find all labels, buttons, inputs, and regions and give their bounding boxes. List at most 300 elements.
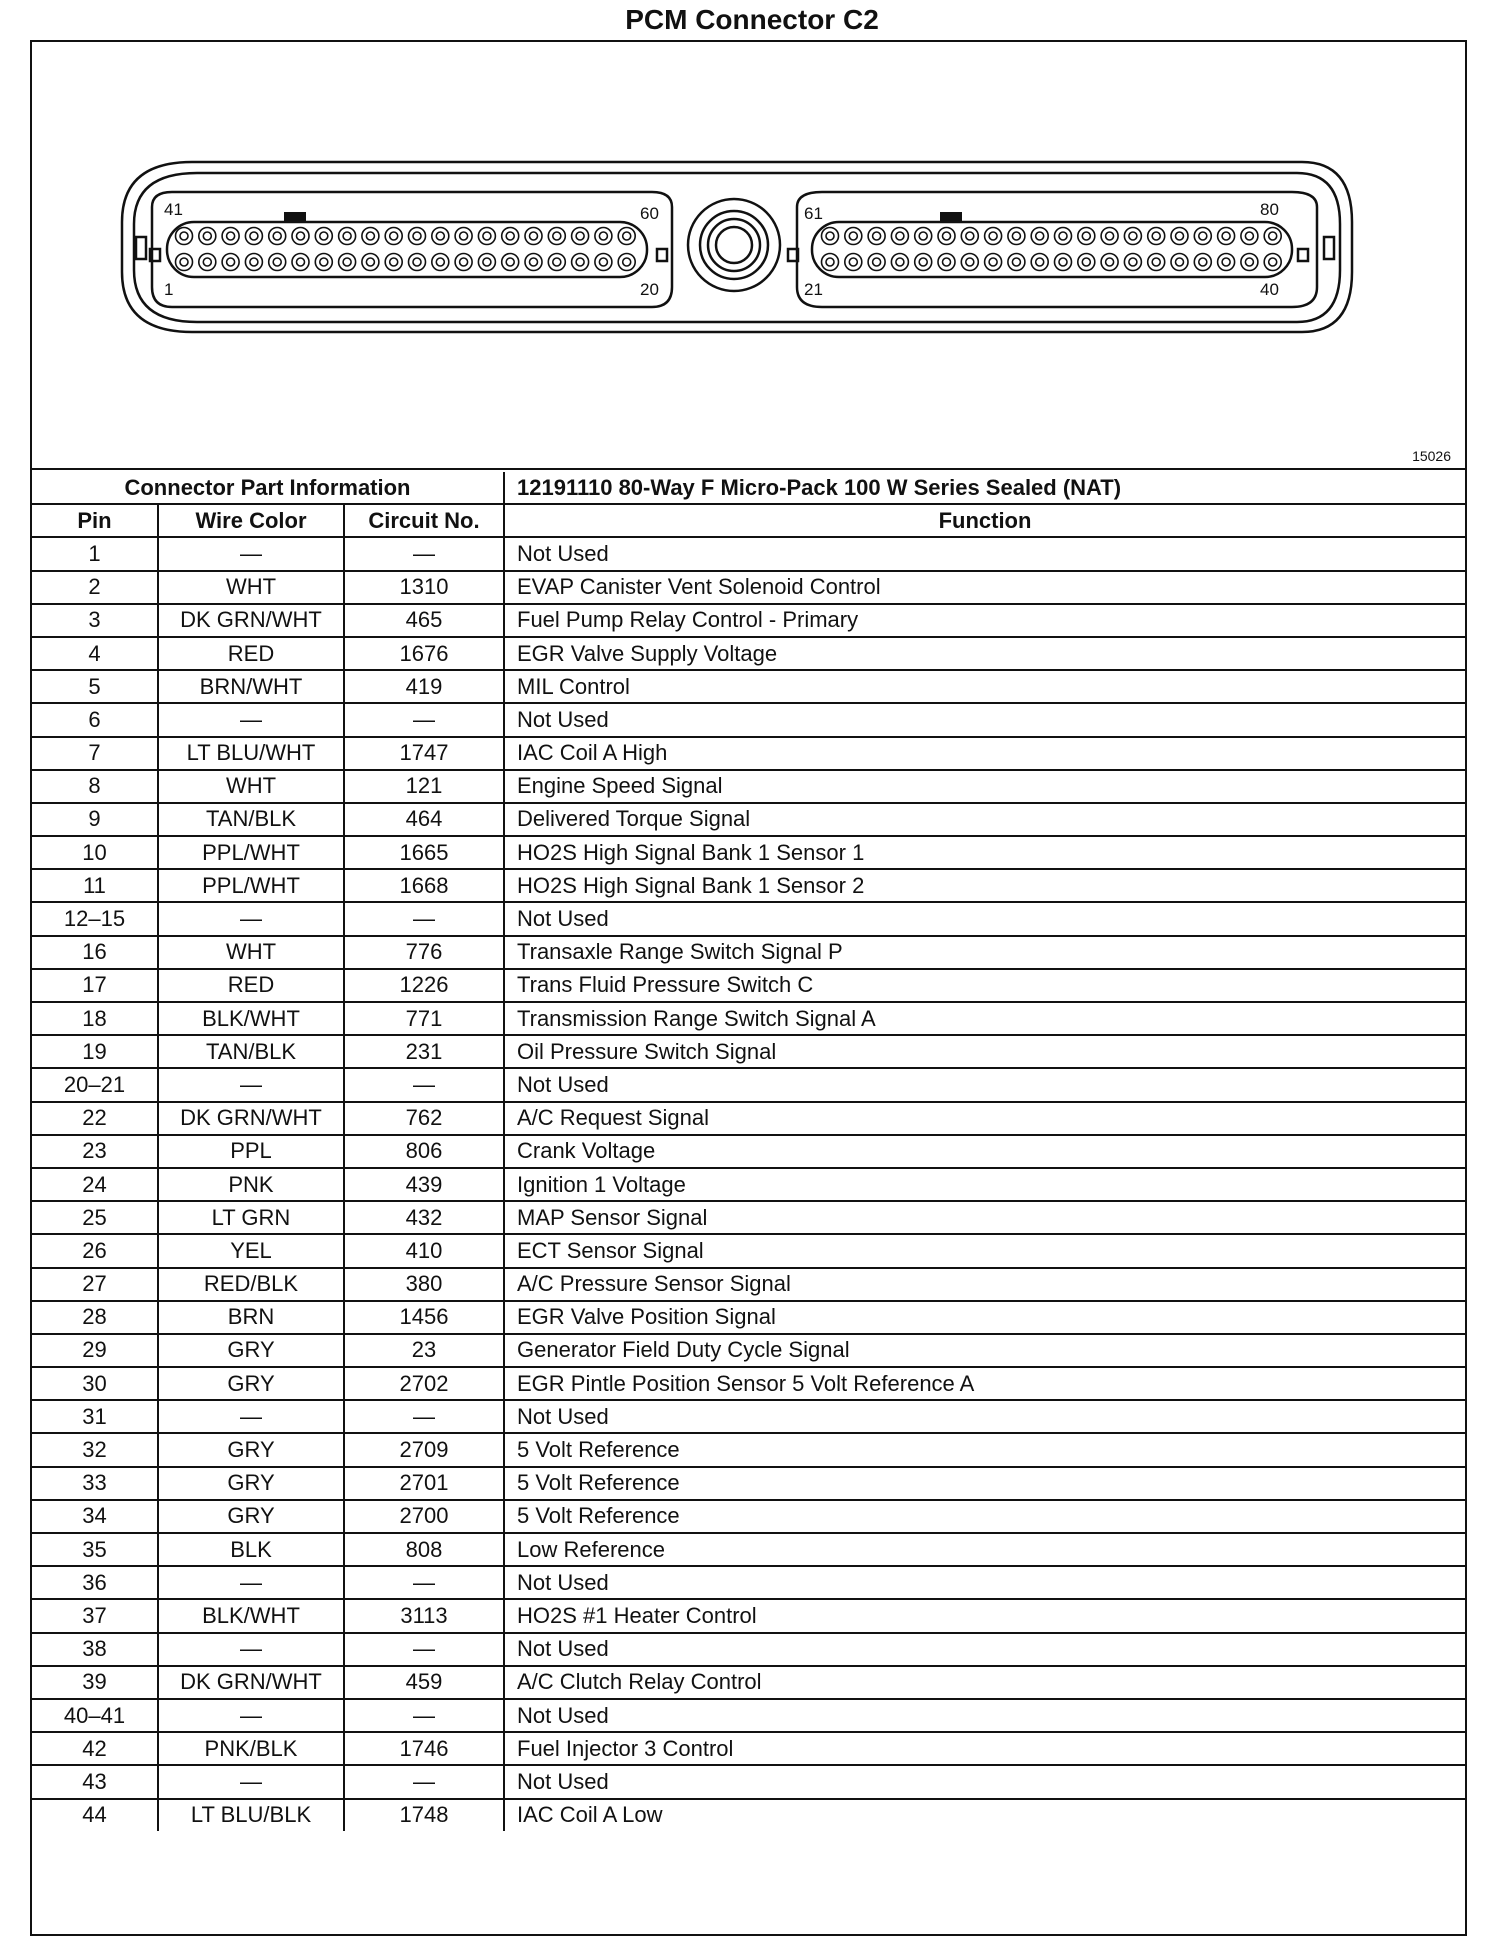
- pin-contact: [576, 232, 584, 240]
- wire-color-cell: GRY: [158, 1433, 344, 1466]
- pin-socket: [595, 254, 612, 271]
- pin-label-61: 61: [804, 204, 823, 223]
- pin-socket: [822, 254, 839, 271]
- circuit-cell: —: [344, 1699, 504, 1732]
- function-cell: MIL Control: [504, 670, 1465, 703]
- pin-socket: [618, 228, 635, 245]
- pin-contact: [180, 258, 188, 266]
- pin-socket: [339, 254, 356, 271]
- pin-cell: 20–21: [32, 1068, 158, 1101]
- circuit-cell: —: [344, 1400, 504, 1433]
- wire-color-cell: RED: [158, 969, 344, 1002]
- pin-contact: [623, 232, 631, 240]
- circuit-cell: 1226: [344, 969, 504, 1002]
- right-polarity-mark: [940, 212, 962, 221]
- pin-cell: 26: [32, 1234, 158, 1267]
- pin-socket: [1078, 228, 1095, 245]
- circuit-cell: 2709: [344, 1433, 504, 1466]
- pin-contact: [203, 232, 211, 240]
- pin-contact: [250, 232, 258, 240]
- wire-color-cell: DK GRN/WHT: [158, 1666, 344, 1699]
- function-cell: MAP Sensor Signal: [504, 1201, 1465, 1234]
- table-row: [32, 1666, 1465, 1699]
- pin-contact: [1199, 258, 1207, 266]
- table-row: [32, 969, 1465, 1002]
- pin-label-60: 60: [640, 204, 659, 223]
- pin-contact: [1036, 258, 1044, 266]
- pin-label-80: 80: [1260, 200, 1279, 219]
- circuit-cell: —: [344, 902, 504, 935]
- connector-frame: [30, 40, 1467, 1936]
- wire-color-cell: —: [158, 1566, 344, 1599]
- pin-contact: [413, 232, 421, 240]
- pin-contact: [1129, 232, 1137, 240]
- function-cell: A/C Pressure Sensor Signal: [504, 1268, 1465, 1301]
- circuit-cell: 808: [344, 1533, 504, 1566]
- pin-socket: [315, 228, 332, 245]
- circuit-cell: —: [344, 537, 504, 570]
- pin-contact: [849, 232, 857, 240]
- pin-contact: [1152, 258, 1160, 266]
- page-title: PCM Connector C2: [625, 4, 879, 35]
- pin-socket: [1241, 228, 1258, 245]
- table-row: [32, 770, 1465, 803]
- pin-contact: [1269, 258, 1277, 266]
- table-row: [32, 1068, 1465, 1101]
- pin-socket: [1055, 228, 1072, 245]
- function-cell: Not Used: [504, 703, 1465, 736]
- pin-socket: [1171, 228, 1188, 245]
- pin-contact: [1106, 258, 1114, 266]
- pin-socket: [1031, 254, 1048, 271]
- table-row: [32, 571, 1465, 604]
- circuit-cell: 380: [344, 1268, 504, 1301]
- pin-socket: [1008, 228, 1025, 245]
- table-row: [32, 902, 1465, 935]
- function-cell: Fuel Pump Relay Control - Primary: [504, 604, 1465, 637]
- function-cell: HO2S #1 Heater Control: [504, 1599, 1465, 1632]
- pin-socket: [595, 228, 612, 245]
- pin-contact: [623, 258, 631, 266]
- table-row: [32, 1201, 1465, 1234]
- pin-socket: [618, 254, 635, 271]
- pin-cell: 8: [32, 770, 158, 803]
- center-bolt-ring-1: [700, 211, 768, 279]
- pin-socket: [1148, 228, 1165, 245]
- pin-cell: 16: [32, 936, 158, 969]
- pin-contact: [483, 258, 491, 266]
- col-header-pin: Pin: [32, 504, 158, 537]
- pin-cell: 25: [32, 1201, 158, 1234]
- pin-socket: [292, 254, 309, 271]
- circuit-cell: 465: [344, 604, 504, 637]
- pinout-table: [32, 472, 1465, 1831]
- pin-contact: [849, 258, 857, 266]
- circuit-cell: 121: [344, 770, 504, 803]
- function-cell: Engine Speed Signal: [504, 770, 1465, 803]
- pin-socket: [915, 228, 932, 245]
- function-cell: Delivered Torque Signal: [504, 803, 1465, 836]
- wire-color-cell: PPL/WHT: [158, 836, 344, 869]
- table-row: [32, 1367, 1465, 1400]
- table-row: [32, 1765, 1465, 1798]
- pin-socket: [1241, 254, 1258, 271]
- wire-color-cell: —: [158, 703, 344, 736]
- table-row: [32, 1168, 1465, 1201]
- pin-contact: [273, 232, 281, 240]
- pin-contact: [943, 258, 951, 266]
- pin-socket: [845, 228, 862, 245]
- wire-color-cell: GRY: [158, 1334, 344, 1367]
- function-cell: Not Used: [504, 1699, 1465, 1732]
- pin-cell: 40–41: [32, 1699, 158, 1732]
- pin-cell: 18: [32, 1002, 158, 1035]
- circuit-cell: 1746: [344, 1732, 504, 1765]
- pin-contact: [1245, 232, 1253, 240]
- pin-contact: [390, 258, 398, 266]
- pin-cell: 2: [32, 571, 158, 604]
- circuit-cell: 410: [344, 1234, 504, 1267]
- pin-cell: 4: [32, 637, 158, 670]
- wire-color-cell: —: [158, 1068, 344, 1101]
- pin-contact: [966, 232, 974, 240]
- pin-contact: [989, 258, 997, 266]
- pin-cell: 23: [32, 1135, 158, 1168]
- pin-contact: [1012, 258, 1020, 266]
- pin-socket: [409, 254, 426, 271]
- pin-socket: [432, 228, 449, 245]
- pin-cell: 44: [32, 1799, 158, 1831]
- circuit-cell: 23: [344, 1334, 504, 1367]
- pin-contact: [203, 258, 211, 266]
- pin-label-41: 41: [164, 200, 183, 219]
- pin-contact: [1106, 232, 1114, 240]
- pin-socket: [478, 228, 495, 245]
- wire-color-cell: LT BLU/WHT: [158, 737, 344, 770]
- table-row: [32, 1301, 1465, 1334]
- wire-color-cell: BLK: [158, 1533, 344, 1566]
- pin-socket: [339, 228, 356, 245]
- pin-contact: [576, 258, 584, 266]
- function-cell: EGR Valve Supply Voltage: [504, 637, 1465, 670]
- wire-color-cell: BRN: [158, 1301, 344, 1334]
- wire-color-cell: PNK: [158, 1168, 344, 1201]
- wire-color-cell: PPL: [158, 1135, 344, 1168]
- wire-color-cell: GRY: [158, 1367, 344, 1400]
- pin-contact: [366, 232, 374, 240]
- function-cell: Fuel Injector 3 Control: [504, 1732, 1465, 1765]
- pin-contact: [1222, 232, 1230, 240]
- pin-cell: 43: [32, 1765, 158, 1798]
- pin-socket: [292, 228, 309, 245]
- pin-contact: [1082, 258, 1090, 266]
- wire-color-cell: LT BLU/BLK: [158, 1799, 344, 1831]
- pin-socket: [548, 254, 565, 271]
- pin-socket: [385, 228, 402, 245]
- pin-cell: 31: [32, 1400, 158, 1433]
- pin-contact: [826, 258, 834, 266]
- circuit-cell: 1310: [344, 571, 504, 604]
- function-cell: Not Used: [504, 1765, 1465, 1798]
- function-cell: 5 Volt Reference: [504, 1467, 1465, 1500]
- function-cell: Not Used: [504, 1633, 1465, 1666]
- circuit-cell: 2702: [344, 1367, 504, 1400]
- function-cell: Low Reference: [504, 1533, 1465, 1566]
- function-cell: EGR Pintle Position Sensor 5 Volt Reference A: [504, 1367, 1465, 1400]
- pin-socket: [245, 228, 262, 245]
- pin-cell: 32: [32, 1433, 158, 1466]
- function-cell: IAC Coil A High: [504, 737, 1465, 770]
- pin-cell: 38: [32, 1633, 158, 1666]
- pin-socket: [176, 254, 193, 271]
- pin-contact: [436, 258, 444, 266]
- circuit-cell: 1748: [344, 1799, 504, 1831]
- pin-socket: [572, 228, 589, 245]
- pin-contact: [553, 232, 561, 240]
- function-cell: Transaxle Range Switch Signal P: [504, 936, 1465, 969]
- wire-color-cell: BLK/WHT: [158, 1599, 344, 1632]
- table-row: [32, 1699, 1465, 1732]
- wire-color-cell: —: [158, 537, 344, 570]
- pin-contact: [506, 232, 514, 240]
- wire-color-cell: —: [158, 1699, 344, 1732]
- function-cell: HO2S High Signal Bank 1 Sensor 1: [504, 836, 1465, 869]
- circuit-cell: 3113: [344, 1599, 504, 1632]
- circuit-cell: —: [344, 1765, 504, 1798]
- pin-contact: [873, 258, 881, 266]
- table-row: [32, 803, 1465, 836]
- pin-socket: [525, 254, 542, 271]
- part-info-value: 12191110 80-Way F Micro-Pack 100 W Series Sealed (NAT): [504, 472, 1465, 504]
- pin-socket: [938, 228, 955, 245]
- pin-socket: [961, 254, 978, 271]
- pin-socket: [1264, 228, 1281, 245]
- function-cell: Generator Field Duty Cycle Signal: [504, 1334, 1465, 1367]
- pin-cell: 29: [32, 1334, 158, 1367]
- pin-socket: [455, 254, 472, 271]
- pin-contact: [297, 258, 305, 266]
- left-latch: [136, 237, 146, 259]
- left-pin-block: [152, 192, 672, 307]
- function-cell: Oil Pressure Switch Signal: [504, 1035, 1465, 1068]
- pin-socket: [199, 228, 216, 245]
- wire-color-cell: BRN/WHT: [158, 670, 344, 703]
- left-polarity-mark: [284, 212, 306, 221]
- pin-socket: [548, 228, 565, 245]
- table-row: [32, 836, 1465, 869]
- part-info-row: [32, 472, 1465, 504]
- function-cell: A/C Request Signal: [504, 1102, 1465, 1135]
- pin-socket: [938, 254, 955, 271]
- pin-grid: [176, 228, 1282, 271]
- connector-drawing: [32, 42, 1465, 468]
- pin-socket: [868, 228, 885, 245]
- pin-cell: 5: [32, 670, 158, 703]
- pin-socket: [961, 228, 978, 245]
- pin-socket: [269, 254, 286, 271]
- pin-socket: [1124, 228, 1141, 245]
- circuit-cell: —: [344, 1566, 504, 1599]
- pin-socket: [315, 254, 332, 271]
- pin-socket: [1055, 254, 1072, 271]
- pin-cell: 12–15: [32, 902, 158, 935]
- mid-key-tab-left: [657, 249, 667, 261]
- part-info-label: Connector Part Information: [32, 472, 504, 504]
- table-row: [32, 869, 1465, 902]
- table-row: [32, 537, 1465, 570]
- pin-contact: [553, 258, 561, 266]
- function-cell: 5 Volt Reference: [504, 1433, 1465, 1466]
- pin-cell: 6: [32, 703, 158, 736]
- table-row: [32, 670, 1465, 703]
- function-cell: Not Used: [504, 902, 1465, 935]
- pin-label-21: 21: [804, 280, 823, 299]
- pin-cell: 19: [32, 1035, 158, 1068]
- pin-cell: 30: [32, 1367, 158, 1400]
- pin-socket: [502, 228, 519, 245]
- circuit-cell: 1747: [344, 737, 504, 770]
- pin-contact: [896, 258, 904, 266]
- pin-contact: [366, 258, 374, 266]
- pin-contact: [919, 232, 927, 240]
- wire-color-cell: YEL: [158, 1234, 344, 1267]
- wire-color-cell: PNK/BLK: [158, 1732, 344, 1765]
- pin-socket: [245, 254, 262, 271]
- pin-contact: [530, 232, 538, 240]
- pin-label-1: 1: [164, 280, 174, 299]
- pin-socket: [1078, 254, 1095, 271]
- pin-cell: 34: [32, 1500, 158, 1533]
- circuit-cell: 762: [344, 1102, 504, 1135]
- table-row: [32, 1135, 1465, 1168]
- pin-contact: [227, 232, 235, 240]
- function-cell: EVAP Canister Vent Solenoid Control: [504, 571, 1465, 604]
- pin-contact: [943, 232, 951, 240]
- pin-socket: [222, 254, 239, 271]
- pin-contact: [180, 232, 188, 240]
- pin-socket: [915, 254, 932, 271]
- pin-contact: [1269, 232, 1277, 240]
- table-row: [32, 604, 1465, 637]
- connector-housing-inner: [134, 173, 1340, 322]
- function-cell: Not Used: [504, 1068, 1465, 1101]
- function-cell: Ignition 1 Voltage: [504, 1168, 1465, 1201]
- col-header-circuit: Circuit No.: [344, 504, 504, 537]
- circuit-cell: 1668: [344, 869, 504, 902]
- pin-socket: [1194, 228, 1211, 245]
- center-bolt-ring-3: [716, 227, 752, 263]
- pin-cell: 1: [32, 537, 158, 570]
- function-cell: Not Used: [504, 537, 1465, 570]
- pin-contact: [989, 232, 997, 240]
- wire-color-cell: DK GRN/WHT: [158, 604, 344, 637]
- pin-contact: [873, 232, 881, 240]
- pin-label-20: 20: [640, 280, 659, 299]
- pin-contact: [1222, 258, 1230, 266]
- circuit-cell: 419: [344, 670, 504, 703]
- pin-contact: [390, 232, 398, 240]
- pin-contact: [826, 232, 834, 240]
- right-latch: [1324, 237, 1334, 259]
- pin-contact: [1036, 232, 1044, 240]
- circuit-cell: 1456: [344, 1301, 504, 1334]
- wire-color-cell: —: [158, 1400, 344, 1433]
- function-cell: Not Used: [504, 1400, 1465, 1433]
- circuit-cell: —: [344, 1633, 504, 1666]
- pin-cell: 3: [32, 604, 158, 637]
- pin-socket: [822, 228, 839, 245]
- pin-contact: [227, 258, 235, 266]
- pin-contact: [1059, 232, 1067, 240]
- wire-color-cell: —: [158, 902, 344, 935]
- pin-cell: 28: [32, 1301, 158, 1334]
- pin-contact: [896, 232, 904, 240]
- wire-color-cell: —: [158, 1765, 344, 1798]
- pin-contact: [343, 232, 351, 240]
- wire-color-cell: —: [158, 1633, 344, 1666]
- function-cell: HO2S High Signal Bank 1 Sensor 2: [504, 869, 1465, 902]
- pin-contact: [1059, 258, 1067, 266]
- pin-contact: [1082, 232, 1090, 240]
- function-cell: Crank Voltage: [504, 1135, 1465, 1168]
- circuit-cell: —: [344, 703, 504, 736]
- pin-contact: [320, 258, 328, 266]
- pin-cell: 10: [32, 836, 158, 869]
- pin-socket: [199, 254, 216, 271]
- pin-contact: [250, 258, 258, 266]
- pin-contact: [919, 258, 927, 266]
- pin-contact: [1176, 258, 1184, 266]
- pin-cell: 27: [32, 1268, 158, 1301]
- pin-socket: [1101, 228, 1118, 245]
- wire-color-cell: WHT: [158, 936, 344, 969]
- circuit-cell: —: [344, 1068, 504, 1101]
- table-row: [32, 703, 1465, 736]
- table-row: [32, 1268, 1465, 1301]
- pin-label-40: 40: [1260, 280, 1279, 299]
- circuit-cell: 1665: [344, 836, 504, 869]
- table-row: [32, 1002, 1465, 1035]
- circuit-cell: 464: [344, 803, 504, 836]
- circuit-cell: 231: [344, 1035, 504, 1068]
- pin-cell: 17: [32, 969, 158, 1002]
- pin-socket: [525, 228, 542, 245]
- pin-contact: [1176, 232, 1184, 240]
- pin-contact: [1129, 258, 1137, 266]
- connector-diagram: [32, 42, 1465, 470]
- pin-socket: [891, 228, 908, 245]
- circuit-cell: 1676: [344, 637, 504, 670]
- function-cell: A/C Clutch Relay Control: [504, 1666, 1465, 1699]
- table-row: [32, 1599, 1465, 1632]
- pin-contact: [436, 232, 444, 240]
- pin-socket: [845, 254, 862, 271]
- pin-cell: 22: [32, 1102, 158, 1135]
- pin-socket: [1148, 254, 1165, 271]
- circuit-cell: 432: [344, 1201, 504, 1234]
- pin-contact: [483, 232, 491, 240]
- pin-cell: 39: [32, 1666, 158, 1699]
- circuit-cell: 771: [344, 1002, 504, 1035]
- table-row: [32, 1633, 1465, 1666]
- circuit-cell: 2700: [344, 1500, 504, 1533]
- wire-color-cell: DK GRN/WHT: [158, 1102, 344, 1135]
- function-cell: 5 Volt Reference: [504, 1500, 1465, 1533]
- wire-color-cell: TAN/BLK: [158, 803, 344, 836]
- table-row: [32, 1102, 1465, 1135]
- pin-socket: [1194, 254, 1211, 271]
- wire-color-cell: RED: [158, 637, 344, 670]
